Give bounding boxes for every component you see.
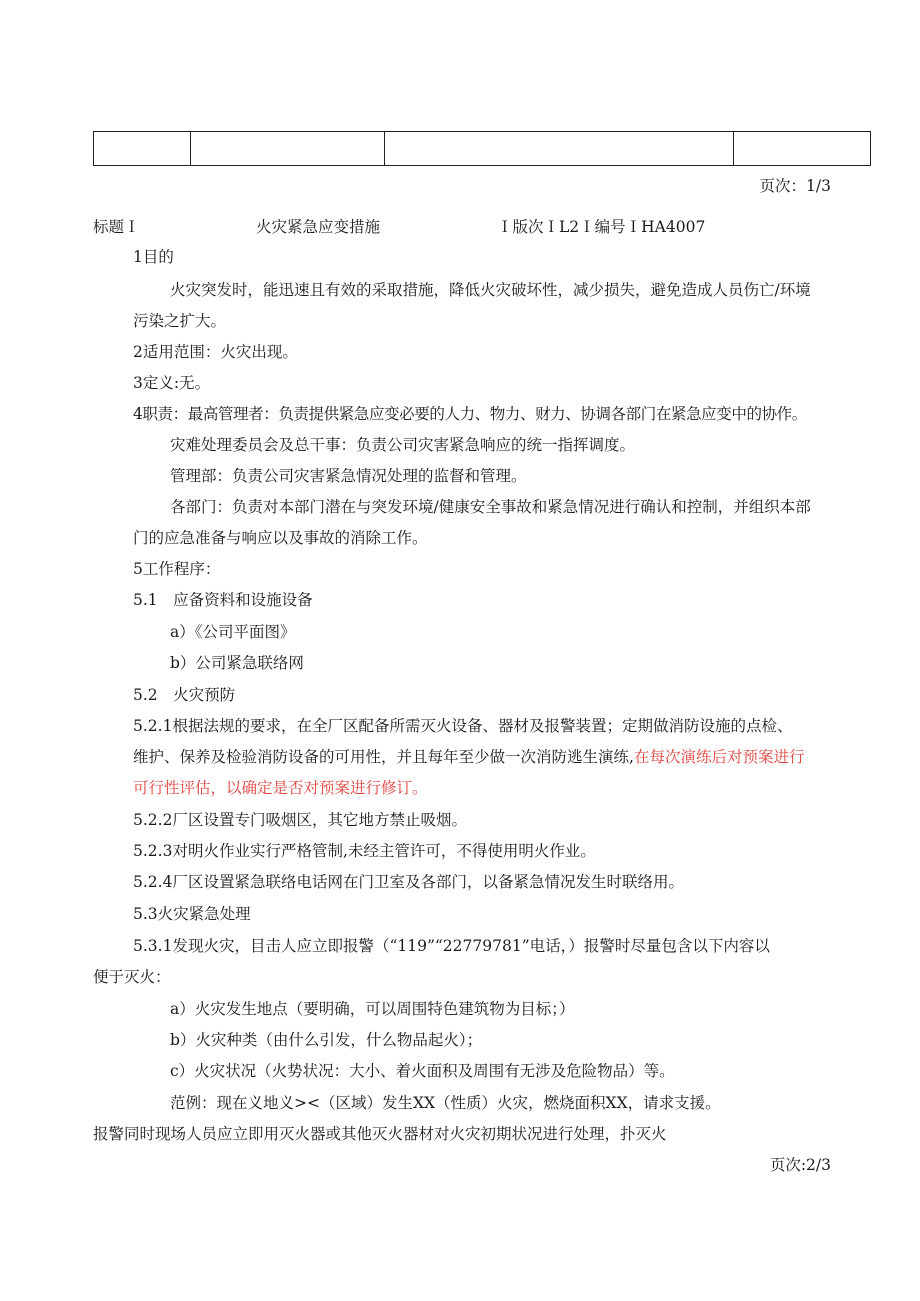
paragraph-line: 火灾突发时，能迅速且有效的采取措施，降低火灾破坏性，减少损失，避免造成人员伤亡/环境: [170, 281, 811, 299]
document-title: 火灾紧急应变措施: [256, 218, 381, 236]
list-item: a）火灾发生地点（要明确，可以周围特色建筑物为目标；）: [170, 1000, 575, 1018]
page-number: 页次:2/3: [769, 1156, 831, 1174]
paragraph-line: 污染之扩大。: [133, 312, 227, 330]
list-item: a）《公司平面图》: [170, 623, 296, 641]
section-heading: 1目的: [133, 248, 174, 266]
paragraph-line: 门的应急准备与响应以及事故的消除工作。: [133, 529, 428, 547]
paragraph-line: 管理部：负责公司灾害紧急情况处理的监督和管理。: [170, 467, 527, 485]
page-number: 页次：1/3: [759, 177, 831, 195]
header-cell: [191, 132, 385, 166]
paragraph-line: 5.3.1发现火灾，目击人应立即报警（“119”“22779781”电话，）报警时尽量包含以下内容以: [133, 937, 770, 955]
header-table: [93, 131, 871, 166]
example-line: 范例：现在义地义><（区域）发生XX（性质）火灾，燃烧面积XX，请求支援。: [170, 1094, 721, 1112]
paragraph-line: [133, 747, 804, 767]
paragraph-line: 5.2.1根据法规的要求，在全厂区配备所需灭火设备、器材及报警装置；定期做消防设施的点检、: [133, 717, 793, 735]
highlighted-text: 在每次演练后对预案进行: [633, 748, 805, 766]
header-cell: [734, 132, 871, 166]
list-item: b）公司紧急联络网: [170, 654, 304, 672]
section-heading: 2适用范围：火灾出现。: [133, 343, 298, 361]
section-heading: 3定义:无。: [133, 374, 211, 392]
highlighted-text: 可行性评估，以确定是否对预案进行修订。: [133, 779, 428, 797]
paragraph-line: 便于灭火：: [93, 968, 171, 986]
paragraph-line: 报警同时现场人员应立即用灭火器或其他灭火器材对火灾初期状况进行处理，扑灭火: [93, 1125, 667, 1143]
list-item: b）火灾种类（由什么引发，什么物品起火）；: [170, 1031, 483, 1049]
paragraph-line: 4职责：最高管理者：负责提供紧急应变必要的人力、物力、财力、协调各部门在紧急应变中的协作。: [133, 405, 807, 423]
paragraph-line: 各部门：负责对本部门潜在与突发环境/健康安全事故和紧急情况进行确认和控制，并组织本部: [170, 498, 811, 516]
paragraph-text: 维护、保养及检验消防设备的可用性，并且每年至少做一次消防逃生演练,: [133, 748, 634, 766]
version-and-number: Ｉ版次ＩL2Ｉ编号ＩHA4007: [497, 218, 706, 236]
paragraph-line: 5.2.3对明火作业实行严格管制,未经主管许可，不得使用明火作业。: [133, 842, 596, 860]
paragraph-line: 5.2.4厂区设置紧急联络电话网在门卫室及各部门，以备紧急情况发生时联络用。: [133, 873, 684, 891]
subsection-heading: 5.1 应备资料和设施设备: [133, 591, 313, 609]
header-cell: [94, 132, 191, 166]
title-label: 标题Ｉ: [93, 218, 140, 236]
paragraph-line: 5.2.2厂区设置专门吸烟区，其它地方禁止吸烟。: [133, 811, 467, 829]
section-heading: 5工作程序：: [133, 560, 221, 578]
header-cell: [385, 132, 734, 166]
subsection-heading: 5.3火灾紧急处理: [133, 905, 251, 923]
subsection-heading: 5.2 火灾预防: [133, 686, 236, 704]
list-item: c）火灾状况（火势状况：大小、着火面积及周围有无涉及危险物品）等。: [170, 1062, 675, 1080]
paragraph-line: 灾难处理委员会及总干事：负责公司灾害紧急响应的统一指挥调度。: [170, 436, 636, 454]
